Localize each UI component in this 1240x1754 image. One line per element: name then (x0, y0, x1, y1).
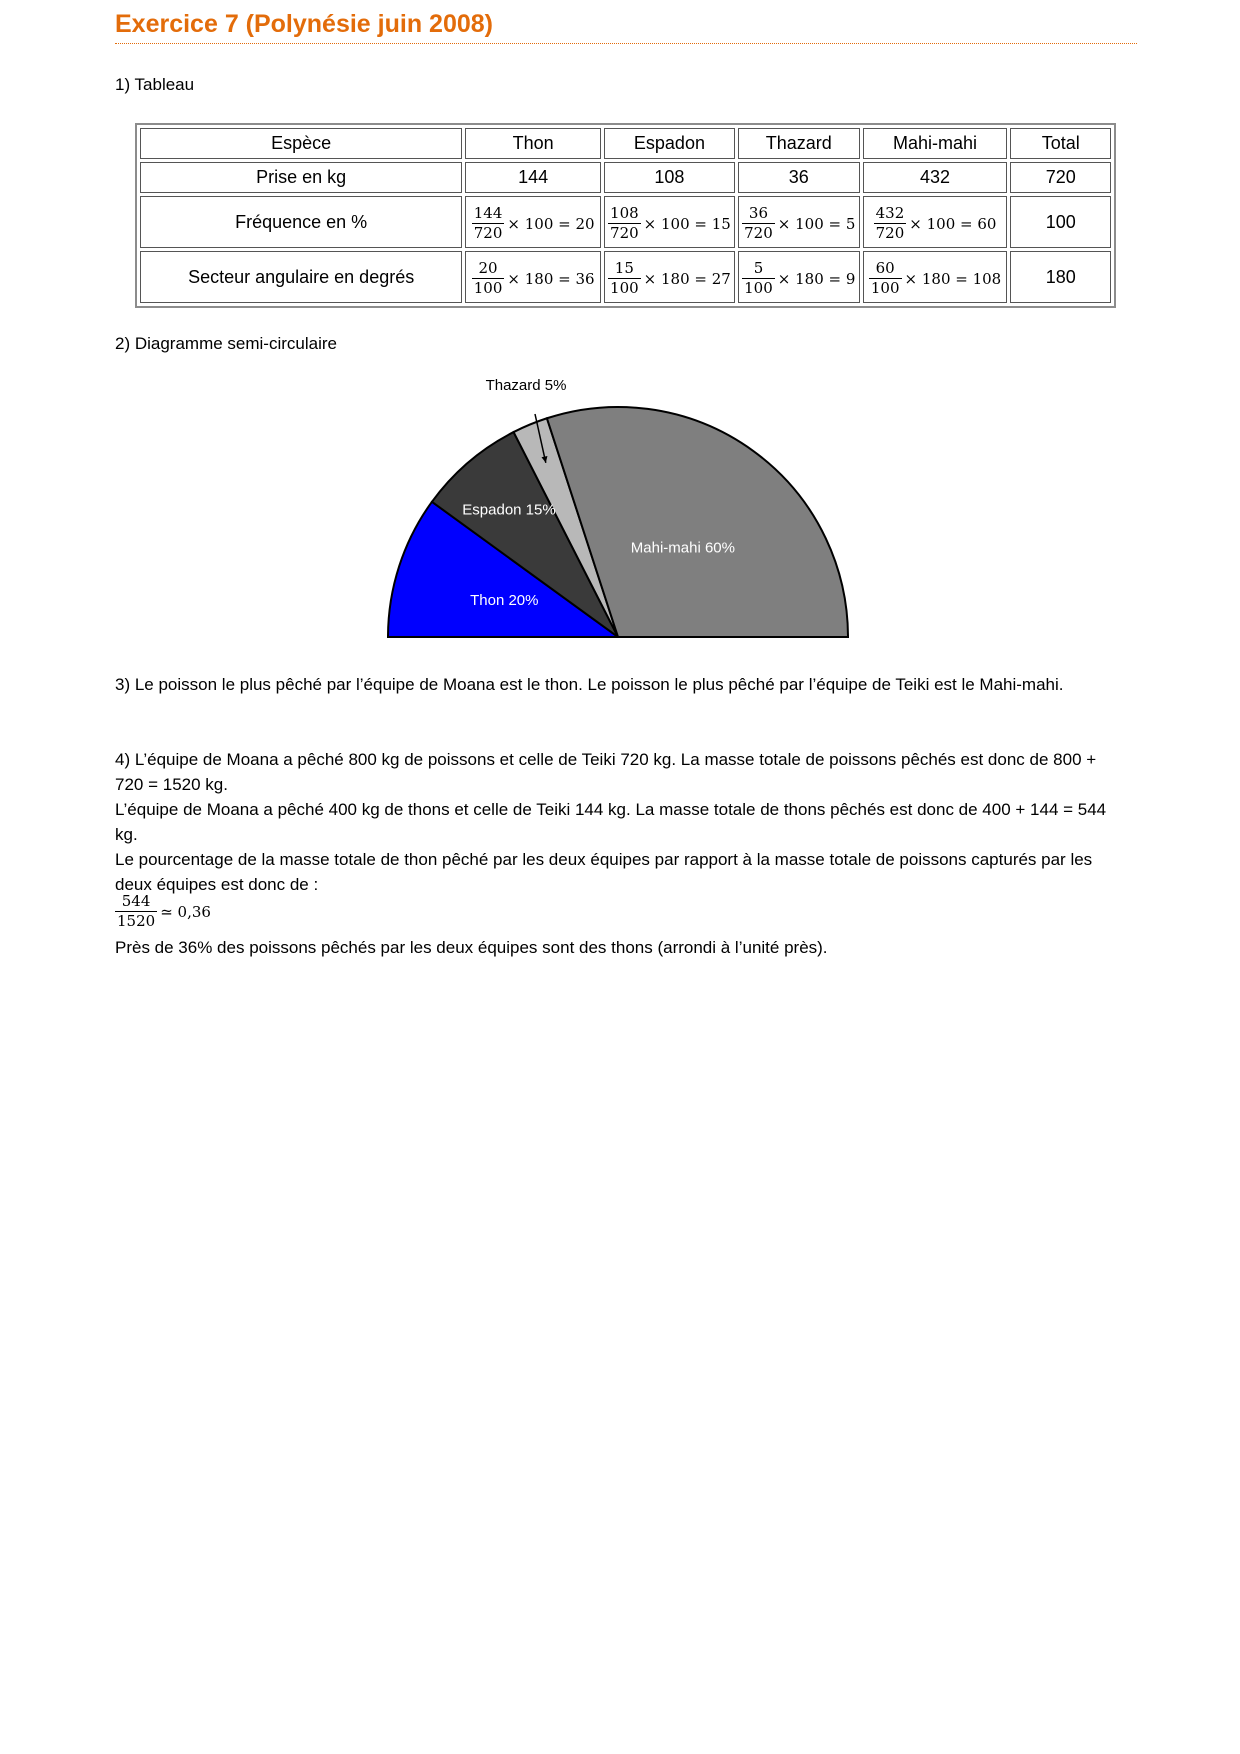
table-cell: 144 (465, 162, 601, 193)
formula-rest: × 180 = 27 (643, 269, 731, 288)
formula-rest: × 100 = 20 (507, 214, 595, 233)
conclusion-text: Près de 36% des poissons pêchés par les deux équipes sont des thons (arrondi à l’unité près). (115, 938, 828, 957)
formula-rest: × 180 = 108 (904, 269, 1002, 288)
formula-cell (465, 251, 601, 303)
table-cell: 100 (1010, 196, 1111, 248)
fraction-numerator: 20 (478, 259, 498, 277)
table-cell: 108 (604, 162, 735, 193)
table-cell: 36 (738, 162, 860, 193)
answer-4-line-1: 4) L’équipe de Moana a pêché 800 kg de poissons et celle de Teiki 720 kg. La masse totale de poissons pêchés est donc de 800 + 720 = 1520 kg. (115, 750, 1097, 794)
formula-cell (738, 196, 860, 248)
table-row (140, 251, 1111, 303)
exercise-title: Exercice 7 (Polynésie juin 2008) (115, 10, 493, 38)
fraction-denominator: 100 (744, 279, 773, 297)
fraction-numerator: 60 (875, 259, 895, 277)
row-label: Prise en kg (140, 162, 462, 193)
row-label: Fréquence en % (140, 196, 462, 248)
formula-rest: × 100 = 60 (909, 214, 997, 233)
formula-cell (604, 251, 735, 303)
equation-result: ≃ 0,36 (160, 902, 211, 921)
header-cell: Thazard (738, 128, 860, 159)
formula-rest: × 100 = 15 (643, 214, 731, 233)
fraction-numerator: 15 (614, 259, 634, 277)
header-cell: Mahi-mahi (863, 128, 1008, 159)
fraction-numerator: 5 (753, 259, 764, 277)
formula-cell (863, 251, 1008, 303)
fraction-denominator: 1520 (117, 912, 156, 930)
fraction-numerator: 432 (875, 204, 905, 222)
header-cell: Espèce (140, 128, 462, 159)
answer-4-line-3: Le pourcentage de la masse totale de thon pêché par les deux équipes par rapport à la masse totale de poissons capturés par les deux équipes est donc de : (115, 850, 1093, 894)
section-1-heading: 1) Tableau (115, 75, 195, 94)
slice-label-mahi-mahi: Mahi-mahi 60% (630, 539, 736, 557)
table-row (140, 196, 1111, 248)
fraction-denominator: 720 (875, 224, 905, 242)
table-cell: 720 (1010, 162, 1111, 193)
fraction-denominator: 720 (744, 224, 773, 242)
section-2-heading: 2) Diagramme semi-circulaire (115, 334, 337, 353)
formula-rest: × 100 = 5 (777, 214, 856, 233)
fraction-denominator: 100 (610, 279, 639, 297)
formula-rest: × 180 = 36 (507, 269, 595, 288)
formula-cell (738, 251, 860, 303)
slice-label-thazard: Thazard 5% (485, 377, 567, 394)
formula-cell (863, 196, 1008, 248)
header-cell: Espadon (604, 128, 735, 159)
header-cell: Total (1010, 128, 1111, 159)
data-table (135, 123, 1116, 308)
semi-circular-chart (385, 375, 865, 650)
fraction-denominator: 720 (610, 224, 639, 242)
table-row (140, 162, 1111, 193)
answer-4-line-2: L’équipe de Moana a pêché 400 kg de thons et celle de Teiki 144 kg. La masse totale de thons pêchés est donc de 400 + 144 = 544 kg. (115, 800, 1107, 844)
fraction-denominator: 100 (870, 279, 900, 297)
fraction-numerator: 36 (748, 204, 768, 222)
fraction-denominator: 720 (473, 224, 503, 242)
answer-3-text: 3) Le poisson le plus pêché par l’équipe de Moana est le thon. Le poisson le plus pêché par l’équipe de Teiki est le Mahi-mahi. (115, 675, 1064, 694)
fraction-numerator: 544 (121, 892, 151, 910)
fraction-numerator: 144 (473, 204, 503, 222)
conclusion-paragraph (115, 935, 1125, 960)
formula-rest: × 180 = 9 (777, 269, 856, 288)
section-3-paragraph (115, 672, 1125, 697)
slice-label-espadon: Espadon 15% (462, 501, 556, 519)
ratio-equation (115, 893, 211, 930)
fraction-numerator: 108 (610, 204, 639, 222)
row-label: Secteur angulaire en degrés (140, 251, 462, 303)
table-header-row (140, 128, 1111, 159)
title-divider (115, 43, 1137, 44)
formula-cell (465, 196, 601, 248)
section-4-paragraph (115, 747, 1125, 897)
slice-label-thon: Thon 20% (470, 592, 539, 609)
table-cell: 180 (1010, 251, 1111, 303)
header-cell: Thon (465, 128, 601, 159)
table-cell: 432 (863, 162, 1008, 193)
formula-cell (604, 196, 735, 248)
fraction-denominator: 100 (473, 279, 503, 297)
